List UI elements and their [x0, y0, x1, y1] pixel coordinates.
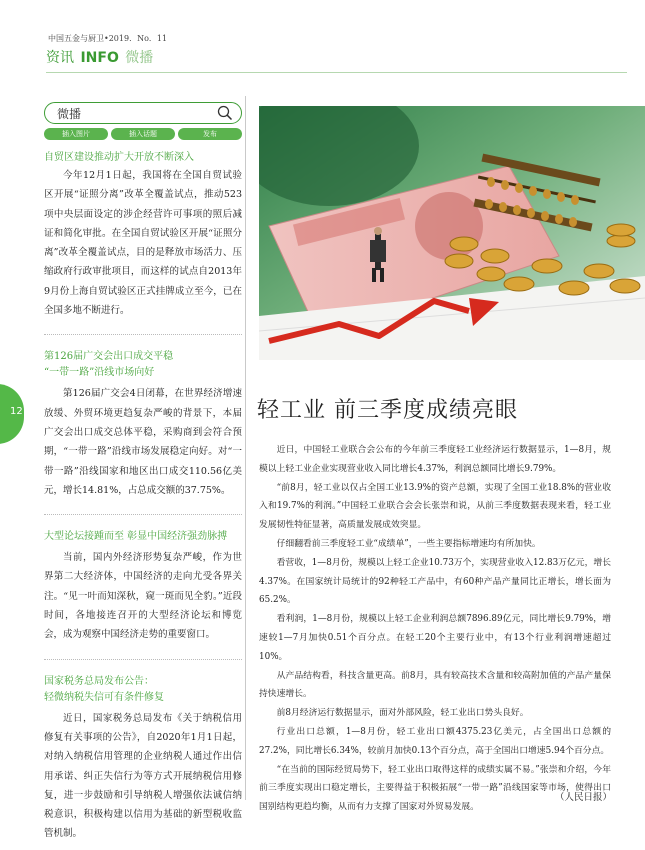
- article-paragraph: “在当前的国际经贸局势下，轻工业出口取得这样的成绩实属不易。”张崇和介绍，今年前三季度实现出口稳定增长，主要得益于积极拓展“一带一路”沿线国家等市场，使得出口国别结构更趋均衡，从而有力支撑了国家对外贸易发展。: [259, 764, 611, 813]
- article-paragraph: 前8月经济运行数据显示，面对外部风险，轻工业出口势头良好。: [276, 708, 529, 719]
- section-header: [46, 47, 153, 67]
- article-paragraph: 仔细翻看前三季度轻工业“成绩单”，一些主要指标增速均有所加快。: [276, 538, 541, 549]
- insert-topic-button[interactable]: 插入话题: [111, 128, 175, 140]
- news-title: 国家税务总局发布公告：: [44, 675, 154, 687]
- search-label: 微播: [57, 107, 82, 121]
- news-divider: [44, 334, 242, 335]
- news-divider: [44, 659, 242, 660]
- search-icon[interactable]: [217, 105, 233, 121]
- article-paragraph: 近日，中国轻工业联合会公布的今年前三季度轻工业经济运行数据显示，1—8月，规模以上轻工业企业实现营业收入同比增长4.37%，利润总额同比增长9.79%。: [259, 445, 611, 474]
- article-source: （人民日报）: [555, 792, 613, 803]
- insert-image-button[interactable]: 插入图片: [44, 128, 108, 140]
- article-body: [259, 441, 611, 817]
- column-divider: [245, 96, 246, 800]
- section-cn: 资讯: [46, 50, 74, 66]
- article-title: 轻工业 前三季度成绩亮眼: [257, 398, 518, 423]
- action-buttons: [44, 128, 242, 140]
- news-divider: [44, 514, 242, 515]
- article-paragraph: “前8月，轻工业以仅占全国工业13.9%的资产总额，实现了全国工业18.8%的营业收入和19.7%的利润。”中国轻工业联合会会长张崇和说，从前三季度数据表现来看，轻工业发展韧性特征显著，高质量发展成效突显。: [259, 482, 611, 531]
- news-body: 当前，国内外经济形势复杂严峻，作为世界第二大经济体，中国经济的走向尤受各界关注。“见一叶而知深秋，窥一斑而见全豹。”近段时间，各地接连召开的大型经济论坛和博览会，成为观察中国经济走势的重要窗口。: [44, 552, 242, 641]
- article-paragraph: 看利润，1—8月份，规模以上轻工企业利润总额7896.89亿元，同比增长9.79%，增速较1—7月加快0.51个百分点。在轻工20个主要行业中，有13个行业利润增速超过10%。: [259, 614, 611, 662]
- page-number-tab: [0, 384, 24, 444]
- page-number: 12: [10, 406, 23, 417]
- article-paragraph: 看营收，1—8月份，规模以上轻工企业10.73万个，实现营业收入12.83万亿元，增长4.37%。在国家统计局统计的92种轻工产品中，有60种产品产量同比正增长，增长面为65.2%。: [259, 557, 611, 606]
- news-body: 第126届广交会4日闭幕，在世界经济增速放缓、外贸环境更趋复杂严峻的背景下，本届广交会出口成交总体平稳，采购商到会符合预期，“一带一路”沿线市场发展稳定向好。对“一带一路”沿线国家和地区出口成交110.56亿美元，增长14.81%，占总成交额的37.75%。: [44, 388, 242, 496]
- issue-line: 中国五金与厨卫•2019．No．11: [48, 34, 168, 43]
- news-title: “一带一路”沿线市场向好: [44, 367, 155, 379]
- section-sub: 微播: [125, 50, 154, 66]
- news-body: 近日，国家税务总局发布《关于纳税信用修复有关事项的公告》，自2020年1月1日起，对纳入纳税信用管理的企业纳税人通过作出信用承诺、纠正失信行为等方式开展纳税信用修复，进一步鼓励和引导纳税人增强依法诚信纳税意识，积极构建以信用为基础的新型税收监管机制。: [44, 712, 242, 840]
- article-paragraph: 行业出口总额，1—8月份，轻工业出口额4375.23亿美元，占全国出口总额的27.2%，同比增长6.34%，较前月加快0.13个百分点，高于全国出口增速5.94个百分点。: [259, 726, 611, 756]
- search-box[interactable]: [44, 102, 242, 124]
- header-rule: [46, 72, 627, 73]
- article-paragraph: 从产品结构看，科技含量更高。前8月，具有较高技术含量和较高附加值的产品产量保持快速增长。: [259, 670, 611, 700]
- news-title: 轻微纳税失信可有条件修复: [44, 691, 164, 703]
- publish-button[interactable]: 发布: [178, 128, 242, 140]
- news-title: 第126届广交会出口成交平稳: [44, 351, 174, 363]
- news-title: 大型论坛接踵而至 彰显中国经济强劲脉搏: [44, 531, 228, 543]
- news-title: 自贸区建设推动扩大开放不断深入: [44, 152, 194, 163]
- section-en: INFO: [80, 50, 119, 66]
- article-photo: [259, 106, 645, 360]
- sidebar: [44, 102, 242, 844]
- news-body: 今年12月1日起，我国将在全国自贸试验区开展“证照分离”改革全覆盖试点，推动523项中央层面设定的涉企经营许可事项的照后减证和简化审批。在全国自贸试验区开展“证照分离”改革全覆盖试点，目的是释放市场活力、压缩政府行政审批项目，而这样的试点自2013年9月份上海自贸试验区正式挂牌成立至今，已在全国多地不断进行。: [44, 170, 242, 317]
